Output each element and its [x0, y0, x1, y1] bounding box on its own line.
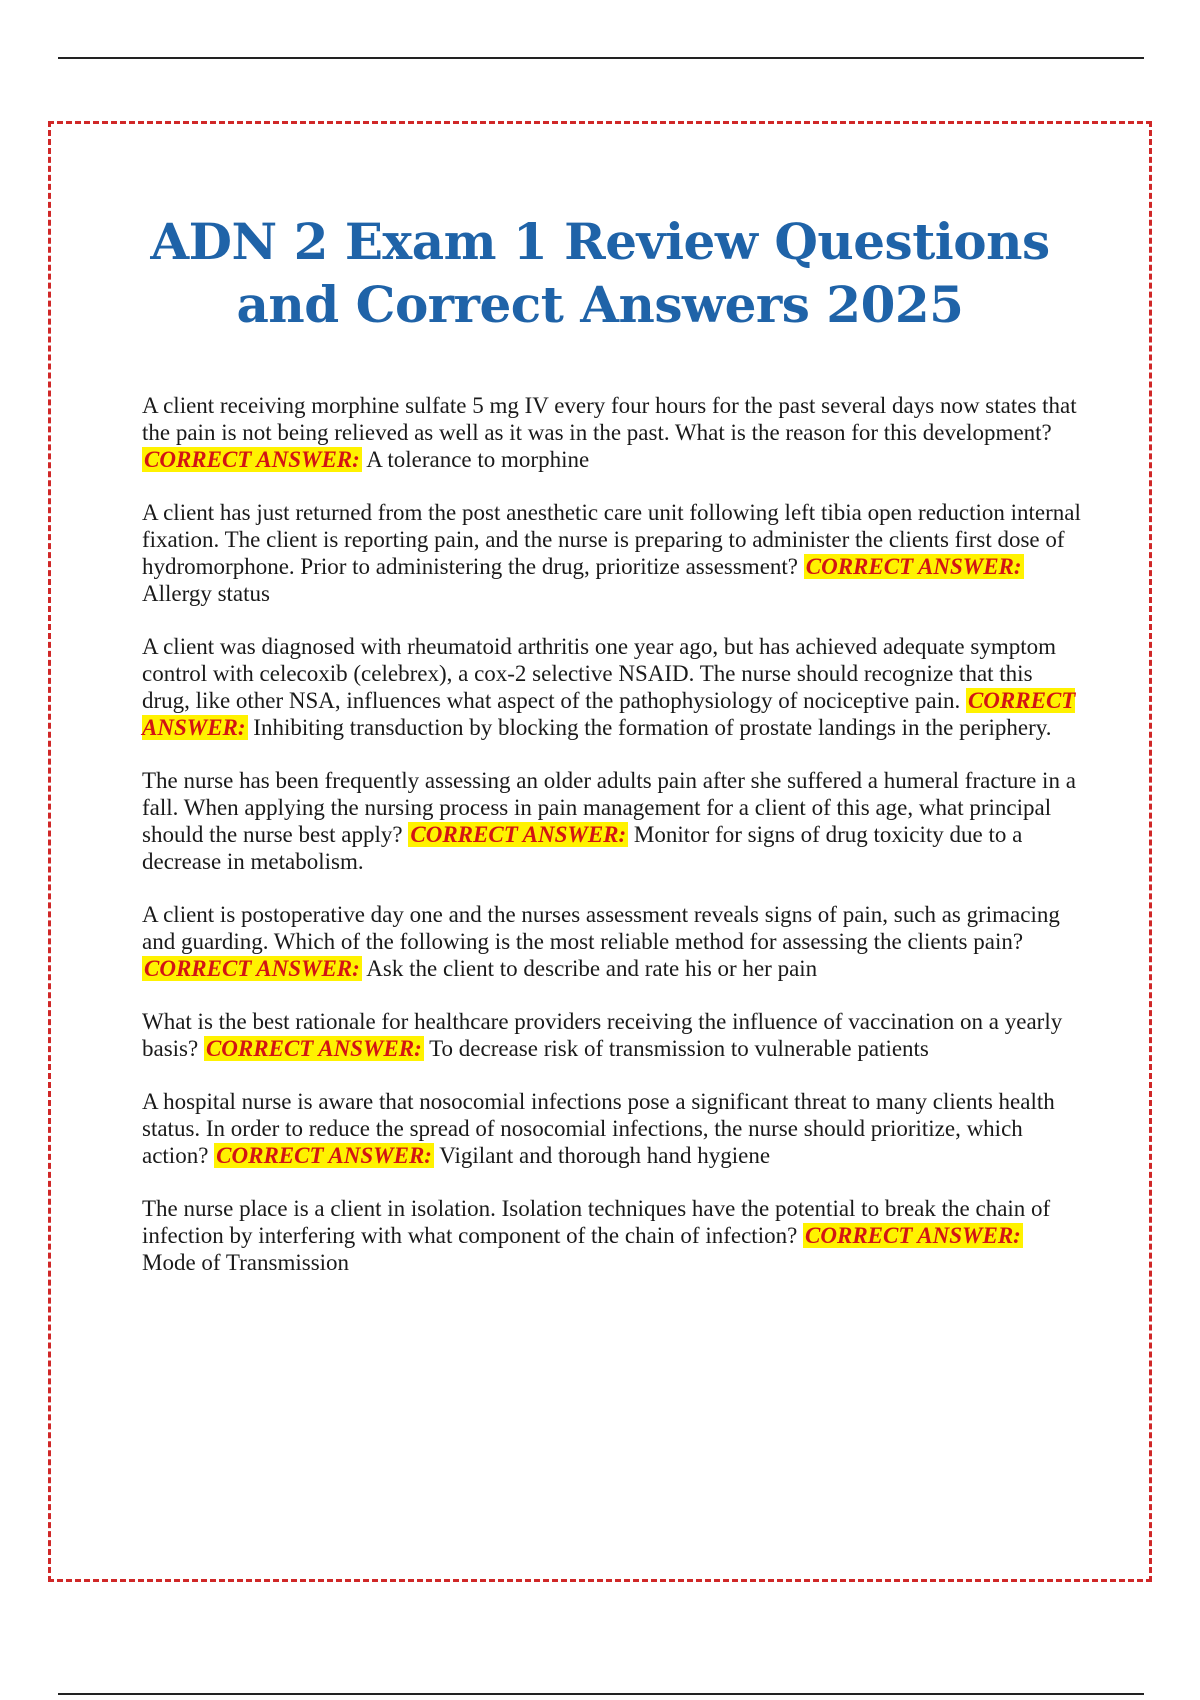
title-line-2: and Correct Answers 2025 [236, 275, 964, 334]
correct-answer-label: CORRECT ANSWER: [216, 1143, 432, 1168]
question-text: A client receiving morphine sulfate 5 mg IV every four hours for the past several days now states that the pain is not being relieved as well as it was in the past. What is the reason for this development? [142, 393, 1077, 445]
question-text: A hospital nurse is aware that nosocomial infections pose a significant threat to many clients health status. In order to reduce the spread of nosocomial infections, the nurse should prioritize, which action? [142, 1089, 1055, 1168]
correct-answer-label: CORRECT ANSWER: [805, 1223, 1021, 1248]
answer-text: Monitor for signs of drug toxicity due to a decrease in metabolism. [142, 822, 1023, 874]
qa-item [142, 1195, 1082, 1276]
qa-item [142, 499, 1082, 607]
qa-list [142, 392, 1082, 1302]
question-text: A client is postoperative day one and the nurses assessment reveals signs of pain, such as grimacing and guarding. Which of the following is the most reliable method for assessing the clients pain? [142, 902, 1060, 954]
question-text: The nurse place is a client in isolation. Isolation techniques have the potential to break the chain of infection by interfering with what component of the chain of infection? [142, 1196, 1051, 1248]
question-text: A client has just returned from the post anesthetic care unit following left tibia open reduction internal fixation. The client is reporting pain, and the nurse is preparing to administer the clients first dose of hydromorphone. Prior to administering the drug, prioritize assessment? [142, 500, 1081, 579]
bottom-rule [58, 1693, 1144, 1695]
answer-text: Inhibiting transduction by blocking the formation of prostate landings in the periphery. [253, 715, 1052, 740]
qa-item [142, 1008, 1082, 1062]
answer-text: To decrease risk of transmission to vulnerable patients [429, 1036, 929, 1061]
document-title [100, 210, 1100, 336]
question-text: The nurse has been frequently assessing an older adults pain after she suffered a humeral fracture in a fall. When applying the nursing process in pain management for a client of this age, what principal should the nurse best apply? [142, 768, 1076, 847]
answer-text: Mode of Transmission [142, 1250, 350, 1275]
answer-text: Ask the client to describe and rate his or her pain [366, 956, 818, 981]
question-text: What is the best rationale for healthcare providers receiving the influence of vaccination on a yearly basis? [142, 1009, 1063, 1061]
qa-item [142, 392, 1082, 473]
question-text: A client was diagnosed with rheumatoid arthritis one year ago, but has achieved adequate symptom control with celecoxib (celebrex), a cox-2 selective NSAID. The nurse should recognize that this drug, like other NSA, influences what aspect of the pathophysiology of nociceptive pain. [142, 634, 1056, 713]
correct-answer-label: CORRECT ANSWER: [142, 688, 1076, 740]
correct-answer-label: CORRECT ANSWER: [805, 554, 1022, 579]
answer-text: A tolerance to morphine [366, 447, 590, 472]
qa-item [142, 767, 1082, 875]
correct-answer-label: CORRECT ANSWER: [205, 1036, 422, 1061]
correct-answer-label: CORRECT ANSWER: [144, 956, 360, 981]
answer-text: Vigilant and thorough hand hygiene [439, 1143, 771, 1168]
answer-text: Allergy status [142, 581, 270, 606]
qa-item [142, 633, 1082, 741]
qa-item [142, 1088, 1082, 1169]
correct-answer-label: CORRECT ANSWER: [410, 822, 627, 847]
correct-answer-label: CORRECT ANSWER: [144, 447, 360, 472]
title-line-1: ADN 2 Exam 1 Review Questions [150, 212, 1050, 271]
qa-item [142, 901, 1082, 982]
top-rule [58, 57, 1144, 59]
